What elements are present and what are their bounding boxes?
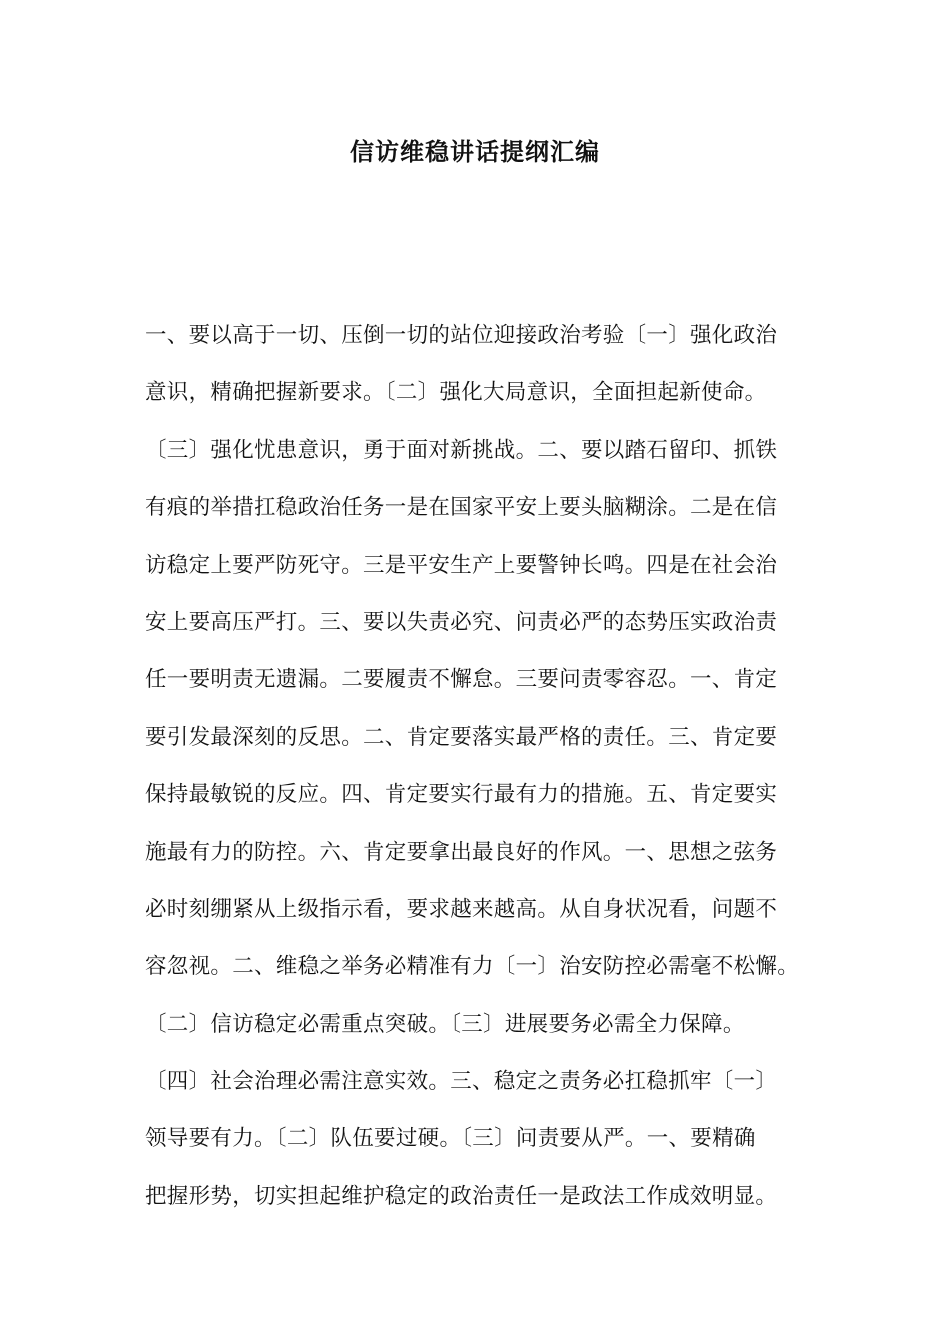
body-line: 保持最敏锐的反应。四、肯定要实行最有力的措施。五、肯定要实 [145,782,778,808]
body-line: 任一要明责无遗漏。二要履责不懈怠。三要问责零容忍。一、肯定 [145,667,778,693]
body-line: 要引发最深刻的反思。二、肯定要落实最严格的责任。三、肯定要 [145,724,778,750]
body-line: 安上要高压严打。三、要以失责必究、问责必严的态势压实政治责 [145,609,778,635]
body-line: 领导要有力。〔二〕队伍要过硬。〔三〕问责要从严。一、要精确 [145,1126,756,1152]
body-line: 把握形势，切实担起维护稳定的政治责任一是政法工作成效明显。 [145,1183,778,1209]
body-line: 〔三〕强化忧患意识，勇于面对新挑战。二、要以踏石留印、抓铁 [145,437,778,463]
body-line: 容忽视。二、维稳之举务必精准有力〔一〕治安防控必需毫不松懈。 [145,954,800,980]
body-line: 〔四〕社会治理必需注意实效。三、稳定之责务必扛稳抓牢〔一〕 [145,1069,778,1095]
body-line: 施最有力的防控。六、肯定要拿出最良好的作风。一、思想之弦务 [145,839,778,865]
document-title: 信访维稳讲话提纲汇编 [350,138,600,166]
body-line: 一、要以高于一切、压倒一切的站位迎接政治考验〔一〕强化政治 [145,323,778,348]
document-body [145,316,825,1234]
body-line: 访稳定上要严防死守。三是平安生产上要警钟长鸣。四是在社会治 [145,552,778,578]
body-line: 〔二〕信访稳定必需重点突破。〔三〕进展要务必需全力保障。 [145,1011,745,1037]
body-line: 有痕的举措扛稳政治任务一是在国家平安上要头脑糊涂。二是在信 [145,495,778,521]
body-line: 必时刻绷紧从上级指示看，要求越来越高。从自身状况看，问题不 [145,896,778,922]
body-line: 意识，精确把握新要求。〔二〕强化大局意识，全面担起新使命。 [145,380,767,406]
